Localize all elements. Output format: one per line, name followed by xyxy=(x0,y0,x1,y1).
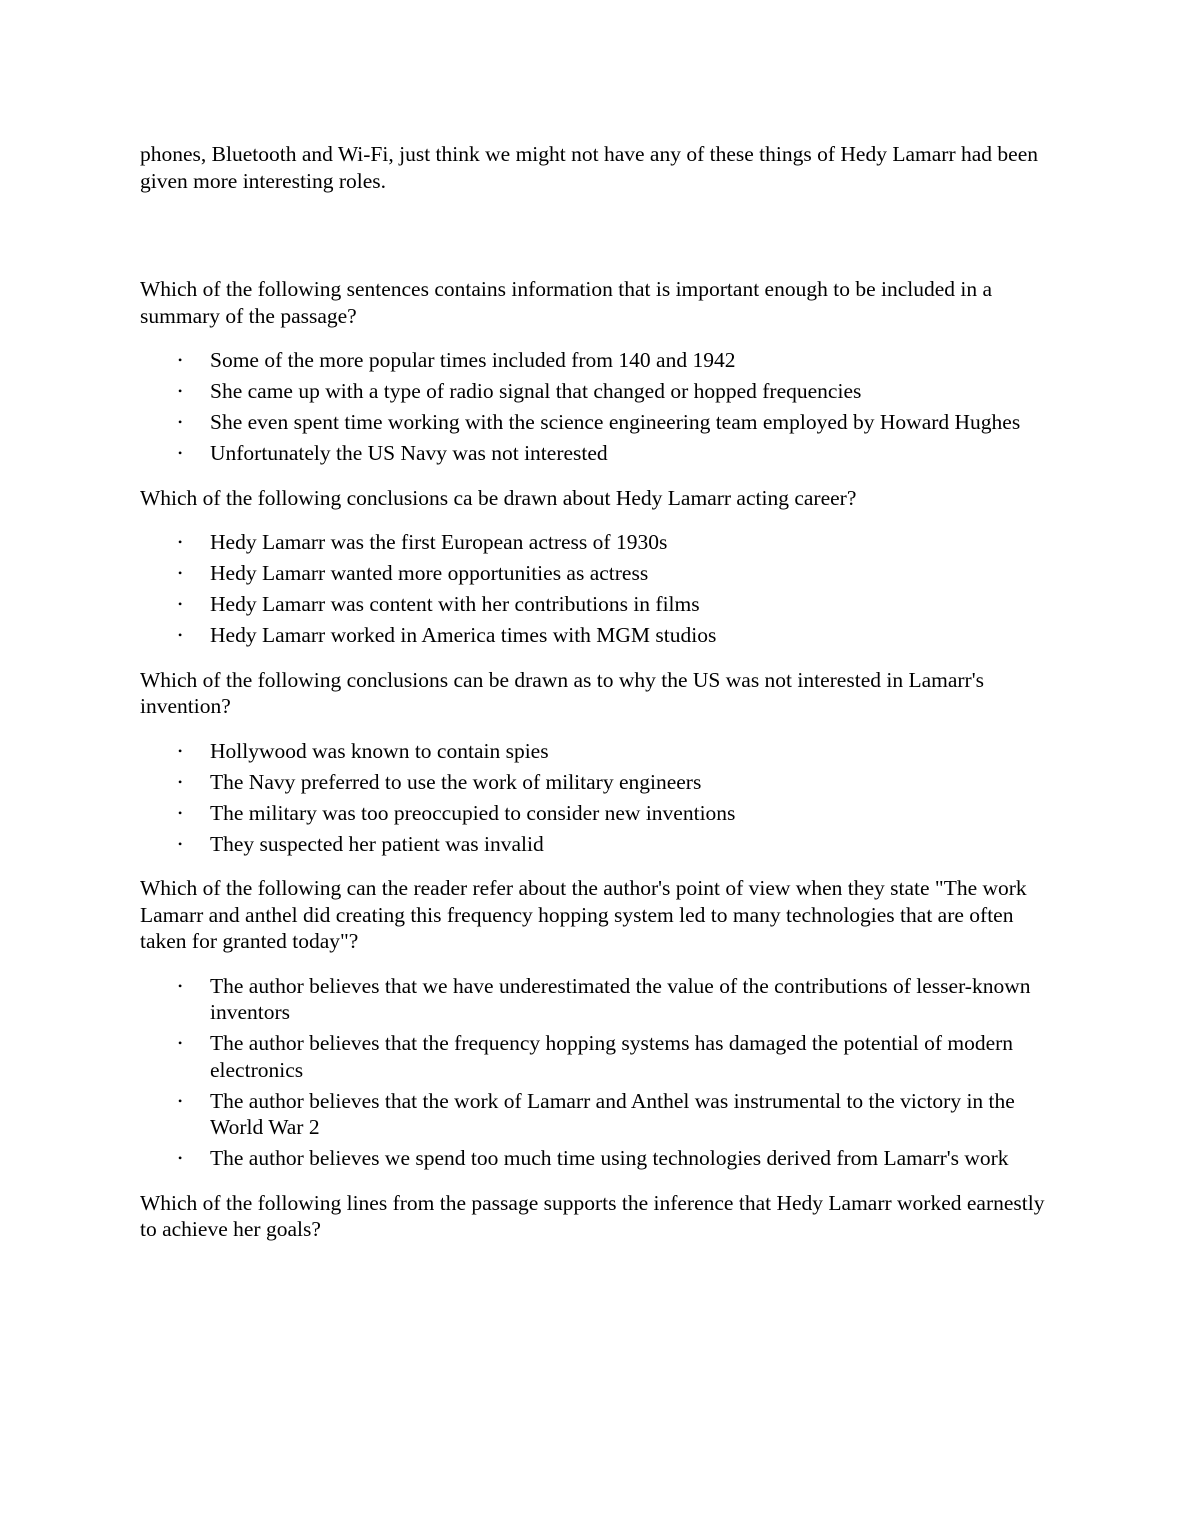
list-item: • Hedy Lamarr was content with her contributions in films xyxy=(178,592,700,616)
list-item: • Hedy Lamarr was the first European actress of 1930s xyxy=(178,530,668,554)
list-item: • The author believes that the work of Lamarr and Anthel was instrumental to the victory in the World War 2 xyxy=(178,1088,1015,1139)
bullet-icon: • xyxy=(178,446,183,460)
bullet-icon: • xyxy=(178,384,183,398)
bullet-icon: • xyxy=(178,628,183,642)
bullet-icon: • xyxy=(178,597,183,611)
bullet-icon: • xyxy=(178,535,183,549)
bullet-icon: • xyxy=(178,415,183,429)
question-3-options xyxy=(140,738,1055,858)
bullet-icon: • xyxy=(178,978,183,993)
list-item: • Hedy Lamarr wanted more opportunities as actress xyxy=(178,561,649,585)
list-item: • Some of the more popular times included from 140 and 1942 xyxy=(178,348,736,372)
list-item: • Hedy Lamarr worked in America times with MGM studios xyxy=(178,623,717,647)
bullet-icon: • xyxy=(178,774,183,789)
bullet-icon: • xyxy=(178,1151,183,1165)
list-item: • Hollywood was known to contain spies xyxy=(178,738,549,763)
bullet-icon: • xyxy=(178,805,183,820)
list-item: • The author believes that we have underestimated the value of the contributions of lesser-known inventors xyxy=(178,973,1031,1024)
bullet-icon: • xyxy=(178,353,183,367)
question-3: Which of the following conclusions can be drawn as to why the US was not interested in Lamarr's invention? xyxy=(140,667,984,718)
list-item: • They suspected her patient was invalid xyxy=(178,831,544,856)
list-item: • The military was too preoccupied to consider new inventions xyxy=(178,800,736,825)
bullet-icon: • xyxy=(178,836,183,851)
list-item: • The author believes that the frequency hopping systems has damaged the potential of modern electronics xyxy=(178,1031,1014,1082)
intro-paragraph: phones, Bluetooth and Wi-Fi, just think we might not have any of these things of Hedy Lamarr had been given more interesting roles. xyxy=(140,142,1038,193)
list-item: • She even spent time working with the science engineering team employed by Howard Hughes xyxy=(178,410,1021,434)
list-item: • The author believes we spend too much time using technologies derived from Lamarr's work xyxy=(178,1146,1009,1170)
document-page xyxy=(140,141,1055,1261)
question-1: Which of the following sentences contains information that is important enough to be included in a summary of the passage? xyxy=(140,277,993,328)
question-4: Which of the following can the reader refer about the author's point of view when they state "The work Lamarr and anthel did creating this frequency hopping system led to many technologies that are often taken for granted today"? xyxy=(140,876,1027,953)
question-1-options xyxy=(140,347,1055,467)
bullet-icon: • xyxy=(178,1036,183,1050)
bullet-icon: • xyxy=(178,566,183,580)
list-item: • The Navy preferred to use the work of military engineers xyxy=(178,769,702,794)
question-4-options xyxy=(140,973,1055,1172)
list-item: • She came up with a type of radio signal that changed or hopped frequencies xyxy=(178,379,862,403)
list-item: • Unfortunately the US Navy was not interested xyxy=(178,441,608,465)
question-2: Which of the following conclusions ca be drawn about Hedy Lamarr acting career? xyxy=(140,485,857,510)
question-2-options xyxy=(140,529,1055,649)
question-5: Which of the following lines from the passage supports the inference that Hedy Lamarr worked earnestly to achieve her goals? xyxy=(140,1190,1045,1241)
bullet-icon: • xyxy=(178,743,183,758)
bullet-icon: • xyxy=(178,1093,183,1108)
